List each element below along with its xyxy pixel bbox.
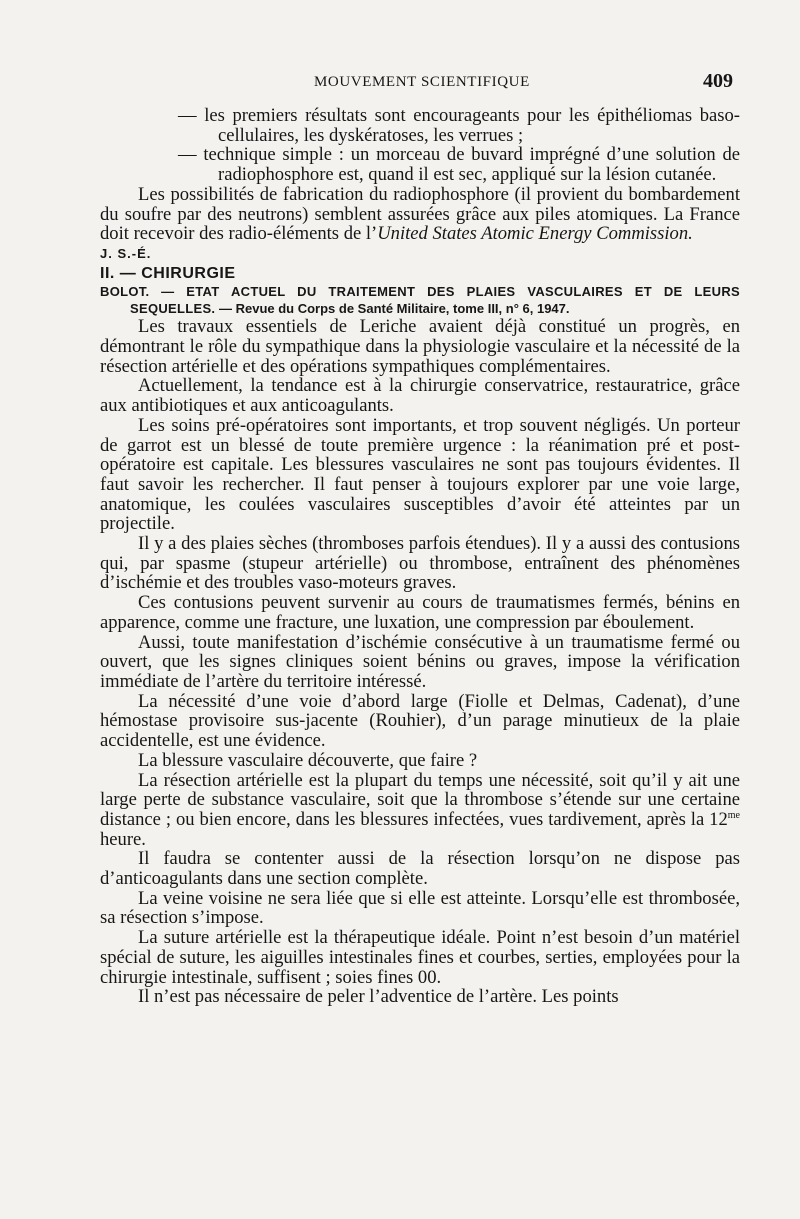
paragraph-text: La résection artérielle est la plupart du temps une nécessité, soit qu’il y ait une large perte de substance vasculaire, soit que la thrombose s’étende sur une certaine distance ; ou bien encore, dans les blessures infectées, vues tardivement, après la 12: [100, 769, 740, 830]
ref-title: — ETAT ACTUEL DU TRAITEMENT DES PLAIES VASCULAIRES ET DE LEURS SEQUELLES.: [130, 284, 740, 317]
paragraph: La veine voisine ne sera liée que si elle est atteinte. Lorsqu’elle est thrombosée, sa résection s’impose.: [100, 887, 740, 929]
paragraph: [100, 771, 740, 850]
running-header: [0, 70, 800, 94]
paragraph: Les soins pré-opératoires sont importants, et trop souvent négligés. Un porteur de garrot est un blessé de toute première urgence : la réanimation pré et post-opératoire est capitale. Les blessures vasculaires ne sont pas toujours évidentes. Il faut savoir les rechercher. Il faut penser à toujours explorer par une voie large, anatomique, les coulées vasculaires susceptibles d’avoir été atteintes par un projectile.: [100, 414, 740, 535]
superscript: me: [727, 809, 740, 821]
paragraph: Il n’est pas nécessaire de peler l’adventice de l’artère. Les points: [138, 986, 619, 1008]
paragraph: Les travaux essentiels de Leriche avaient déjà constitué un progrès, en démontrant le rôle du sympathique dans la physiologie vasculaire et la nécessité de la résection artérielle et des opérations sympathiques complémentaires.: [100, 316, 740, 377]
paragraph: La nécessité d’une voie d’abord large (Fiolle et Delmas, Cadenat), d’une hémostase provisoire sus-jacente (Rouhier), d’un parage minutieux de la plaie accidentelle, est une évidence.: [100, 690, 740, 752]
page-number: 409: [703, 70, 733, 92]
running-title: MOUVEMENT SCIENTIFIQUE: [314, 74, 530, 90]
author-signature: J. S.-É.: [100, 245, 152, 261]
paragraph-text: Les possibilités de fabrication du radiophosphore (il provient du bombardement du soufre par des neutrons) semblent assurées grâce aux piles atomiques. La France doit recevoir des radio-éléments de l’: [100, 183, 740, 245]
paragraph: Actuellement, la tendance est à la chirurgie conservatrice, restauratrice, grâce aux antibiotiques et aux anticoagulants.: [100, 375, 740, 417]
paragraph: Il faudra se contenter aussi de la résection lorsqu’on ne dispose pas d’anticoagulants dans une section complète.: [100, 848, 740, 890]
italic-text: United States Atomic Energy Commission.: [377, 223, 693, 245]
paragraph: La suture artérielle est la thérapeutique idéale. Point n’est besoin d’un matériel spécial de suture, les aiguilles intestinales fines et courbes, serties, employées pour la chirurgie intestinale, suffisent ; soies fines 00.: [100, 927, 740, 988]
dash-item: — les premiers résultats sont encourageants pour les épithéliomas baso-cellulaires, les dyskératoses, les verrues ;: [178, 105, 740, 146]
paragraph: [100, 185, 740, 244]
paragraph: Ces contusions peuvent survenir au cours de traumatismes fermés, bénins en apparence, comme une fracture, une luxation, une compression par éboulement.: [100, 592, 740, 633]
section-heading: II. — CHIRURGIE: [100, 264, 236, 282]
article-body: [100, 106, 740, 1007]
bibliographic-reference: [100, 283, 740, 317]
dash-item: — technique simple : un morceau de buvard imprégné d’une solution de radiophosphore est, quand il est sec, appliqué sur la lésion cutanée.: [178, 144, 740, 186]
ref-source: — Revue du Corps de Santé Militaire, tome III, n° 6, 1947.: [218, 301, 570, 317]
paragraph-text: heure.: [100, 828, 146, 850]
ref-author: BOLOT.: [100, 284, 150, 300]
paragraph: Aussi, toute manifestation d’ischémie consécutive à un traumatisme fermé ou ouvert, que les signes cliniques soient bénins ou graves, impose la vérification immédiate de l’artère du territoire intéressé.: [100, 631, 740, 692]
paragraph: Il y a des plaies sèches (thromboses parfois étendues). Il y a aussi des contusions qui, par spasme (stupeur artérielle) ou thrombose, entraînent des phénomènes d’ischémie et des troubles vaso-moteurs graves.: [100, 533, 740, 594]
question-line: La blessure vasculaire découverte, que faire ?: [138, 749, 478, 771]
